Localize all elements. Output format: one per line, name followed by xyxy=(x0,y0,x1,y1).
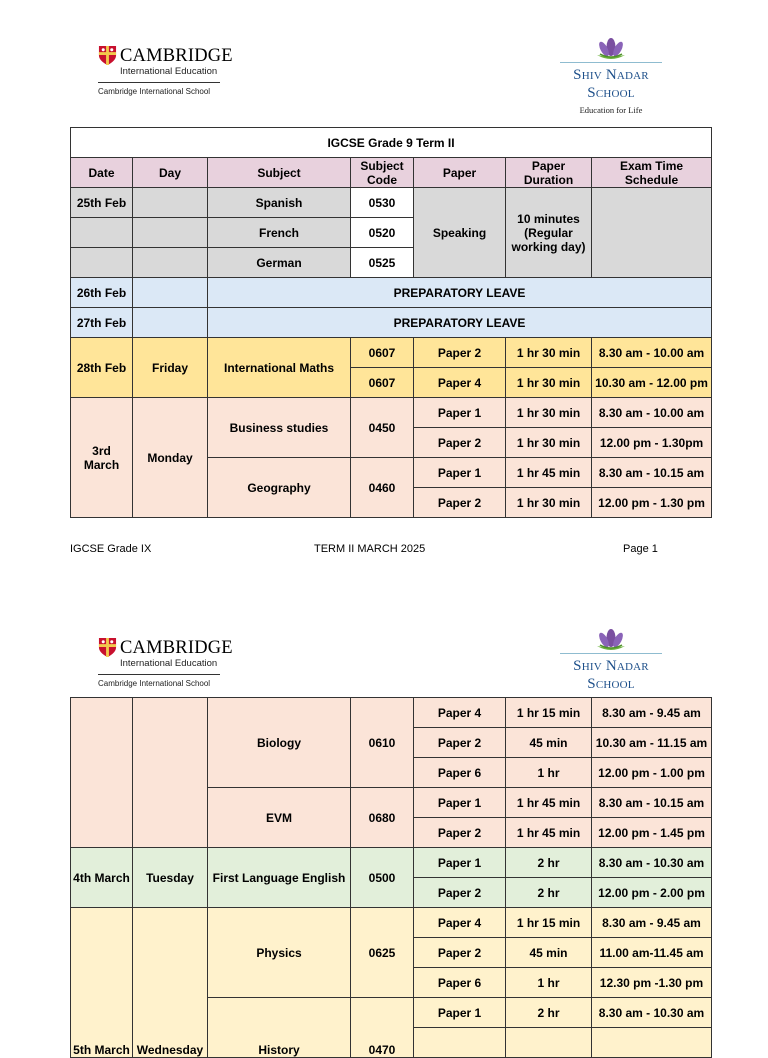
time-cell: 8.30 am - 10.30 am xyxy=(592,998,712,1028)
cambridge-logo xyxy=(98,637,233,689)
table-title-row xyxy=(71,128,712,158)
day-cell xyxy=(133,278,208,308)
duration-cell: 1 hr 45 min xyxy=(506,788,592,818)
footer-page-number: Page 1 xyxy=(623,543,658,555)
exam-schedule-table-page-1 xyxy=(70,127,712,518)
subject-cell: French xyxy=(208,218,351,248)
date-cell: 27th Feb xyxy=(71,308,133,338)
subject-code-cell: 0470 xyxy=(351,998,414,1058)
subject-code-cell: 0625 xyxy=(351,908,414,998)
cambridge-subtitle: International Education xyxy=(120,658,218,669)
date-cell xyxy=(71,218,133,248)
paper-cell: Paper 1 xyxy=(414,788,506,818)
duration-cell: 45 min xyxy=(506,938,592,968)
header-subject-code: Subject Code xyxy=(351,158,414,188)
cambridge-school-name: Cambridge International School xyxy=(98,679,211,688)
time-cell: 12.00 pm - 1.00 pm xyxy=(592,758,712,788)
shiv-nadar-school-name: Shiv Nadar School xyxy=(573,658,649,692)
paper-cell: Paper 4 xyxy=(414,908,506,938)
day-cell xyxy=(133,218,208,248)
paper-cell: Paper 1 xyxy=(414,458,506,488)
cambridge-divider xyxy=(98,82,220,83)
date-cell xyxy=(71,698,133,848)
day-cell xyxy=(133,698,208,848)
time-cell: 8.30 am - 9.45 am xyxy=(592,908,712,938)
day-cell xyxy=(133,188,208,218)
duration-cell: 10 minutes (Regular working day) xyxy=(506,188,592,278)
duration-cell: 2 hr xyxy=(506,998,592,1028)
shiv-nadar-logo xyxy=(552,627,670,707)
shiv-nadar-divider xyxy=(560,62,662,63)
subject-cell: Physics xyxy=(208,908,351,998)
shiv-nadar-logo xyxy=(552,36,670,116)
paper-cell: Paper 2 xyxy=(414,338,506,368)
table-row xyxy=(71,908,712,938)
subject-cell: Geography xyxy=(208,458,351,518)
date-cell xyxy=(71,248,133,278)
date-cell: 3rd March xyxy=(71,398,133,518)
paper-cell: Paper 4 xyxy=(414,698,506,728)
shiv-nadar-divider xyxy=(560,653,662,654)
subject-cell: First Language English xyxy=(208,848,351,908)
duration-cell: 1 hr 15 min xyxy=(506,698,592,728)
cambridge-divider xyxy=(98,674,220,675)
table-row xyxy=(71,338,712,368)
time-cell xyxy=(592,1028,712,1058)
cambridge-subtitle: International Education xyxy=(120,66,218,77)
subject-code-cell: 0520 xyxy=(351,218,414,248)
subject-code-cell: 0460 xyxy=(351,458,414,518)
subject-cell: EVM xyxy=(208,788,351,848)
cambridge-shield-icon xyxy=(98,637,117,658)
subject-cell: Business studies xyxy=(208,398,351,458)
time-cell: 8.30 am - 10.00 am xyxy=(592,338,712,368)
subject-code-cell: 0530 xyxy=(351,188,414,218)
duration-cell xyxy=(506,1028,592,1058)
table-row xyxy=(71,848,712,878)
time-cell: 10.30 am - 11.15 am xyxy=(592,728,712,758)
time-cell: 10.30 am - 12.00 pm xyxy=(592,368,712,398)
paper-cell xyxy=(414,1028,506,1058)
subject-code-cell: 0450 xyxy=(351,398,414,458)
time-cell: 11.00 am-11.45 am xyxy=(592,938,712,968)
date-cell: 28th Feb xyxy=(71,338,133,398)
lotus-icon xyxy=(593,36,629,62)
time-cell: 8.30 am - 9.45 am xyxy=(592,698,712,728)
time-cell xyxy=(592,188,712,278)
time-cell: 8.30 am - 10.15 am xyxy=(592,458,712,488)
cambridge-school-name: Cambridge International School xyxy=(98,87,211,96)
day-cell: Friday xyxy=(133,338,208,398)
paper-cell: Speaking xyxy=(414,188,506,278)
footer-grade: IGCSE Grade IX xyxy=(70,543,152,555)
paper-cell: Paper 4 xyxy=(414,368,506,398)
duration-cell: 2 hr xyxy=(506,878,592,908)
paper-cell: Paper 2 xyxy=(414,488,506,518)
preparatory-leave-cell: PREPARATORY LEAVE xyxy=(208,308,712,338)
subject-code-cell: 0607 xyxy=(351,368,414,398)
day-cell: Wednesday xyxy=(133,908,208,1058)
day-cell: Tuesday xyxy=(133,848,208,908)
duration-cell: 1 hr 30 min xyxy=(506,398,592,428)
table-row xyxy=(71,188,712,218)
duration-cell: 1 hr 15 min xyxy=(506,908,592,938)
subject-code-cell: 0610 xyxy=(351,698,414,788)
duration-cell: 1 hr 30 min xyxy=(506,368,592,398)
time-cell: 12.00 pm - 2.00 pm xyxy=(592,878,712,908)
paper-cell: Paper 6 xyxy=(414,758,506,788)
time-cell: 12.00 pm - 1.45 pm xyxy=(592,818,712,848)
time-cell: 12.00 pm - 1.30pm xyxy=(592,428,712,458)
subject-code-cell: 0525 xyxy=(351,248,414,278)
exam-schedule-table-page-2 xyxy=(70,697,712,1058)
subject-code-cell: 0500 xyxy=(351,848,414,908)
paper-cell: Paper 2 xyxy=(414,938,506,968)
paper-cell: Paper 2 xyxy=(414,428,506,458)
date-cell: 5th March xyxy=(71,908,133,1058)
shiv-nadar-tagline: Education for Life xyxy=(579,105,643,115)
paper-cell: Paper 6 xyxy=(414,968,506,998)
table-row xyxy=(71,308,712,338)
duration-cell: 1 hr 30 min xyxy=(506,338,592,368)
time-cell: 8.30 am - 10.30 am xyxy=(592,848,712,878)
page-2 xyxy=(0,600,768,1057)
subject-cell: Biology xyxy=(208,698,351,788)
table-header-row xyxy=(71,158,712,188)
header-date: Date xyxy=(71,158,133,188)
duration-cell: 1 hr 30 min xyxy=(506,428,592,458)
date-cell: 26th Feb xyxy=(71,278,133,308)
paper-cell: Paper 1 xyxy=(414,848,506,878)
duration-cell: 1 hr 30 min xyxy=(506,488,592,518)
header-subject: Subject xyxy=(208,158,351,188)
subject-code-cell: 0680 xyxy=(351,788,414,848)
table-row xyxy=(71,398,712,428)
duration-cell: 1 hr 45 min xyxy=(506,458,592,488)
paper-cell: Paper 1 xyxy=(414,398,506,428)
header-paper-duration: Paper Duration xyxy=(506,158,592,188)
footer-term: TERM II MARCH 2025 xyxy=(314,543,426,555)
time-cell: 8.30 am - 10.00 am xyxy=(592,398,712,428)
date-cell: 25th Feb xyxy=(71,188,133,218)
time-cell: 8.30 am - 10.15 am xyxy=(592,788,712,818)
subject-cell: History xyxy=(208,998,351,1058)
duration-cell: 1 hr xyxy=(506,758,592,788)
day-cell xyxy=(133,248,208,278)
shiv-nadar-school-name: Shiv Nadar School xyxy=(573,67,649,101)
cambridge-name: CAMBRIDGE xyxy=(120,45,233,66)
time-cell: 12.00 pm - 1.30 pm xyxy=(592,488,712,518)
paper-cell: Paper 1 xyxy=(414,998,506,1028)
duration-cell: 1 hr xyxy=(506,968,592,998)
header-paper: Paper xyxy=(414,158,506,188)
duration-cell: 45 min xyxy=(506,728,592,758)
preparatory-leave-cell: PREPARATORY LEAVE xyxy=(208,278,712,308)
day-cell: Monday xyxy=(133,398,208,518)
paper-cell: Paper 2 xyxy=(414,878,506,908)
table-title: IGCSE Grade 9 Term II xyxy=(71,128,712,158)
table-row xyxy=(71,278,712,308)
subject-cell: German xyxy=(208,248,351,278)
cambridge-shield-icon xyxy=(98,45,117,66)
paper-cell: Paper 2 xyxy=(414,818,506,848)
lotus-icon xyxy=(593,627,629,653)
header-day: Day xyxy=(133,158,208,188)
subject-cell: International Maths xyxy=(208,338,351,398)
day-cell xyxy=(133,308,208,338)
cambridge-name: CAMBRIDGE xyxy=(120,637,233,658)
subject-cell: Spanish xyxy=(208,188,351,218)
page-footer xyxy=(70,543,711,557)
time-cell: 12.30 pm -1.30 pm xyxy=(592,968,712,998)
subject-code-cell: 0607 xyxy=(351,338,414,368)
date-cell: 4th March xyxy=(71,848,133,908)
paper-cell: Paper 2 xyxy=(414,728,506,758)
header-exam-time: Exam Time Schedule xyxy=(592,158,712,188)
duration-cell: 2 hr xyxy=(506,848,592,878)
duration-cell: 1 hr 45 min xyxy=(506,818,592,848)
cambridge-logo xyxy=(98,45,233,97)
table-row xyxy=(71,698,712,728)
